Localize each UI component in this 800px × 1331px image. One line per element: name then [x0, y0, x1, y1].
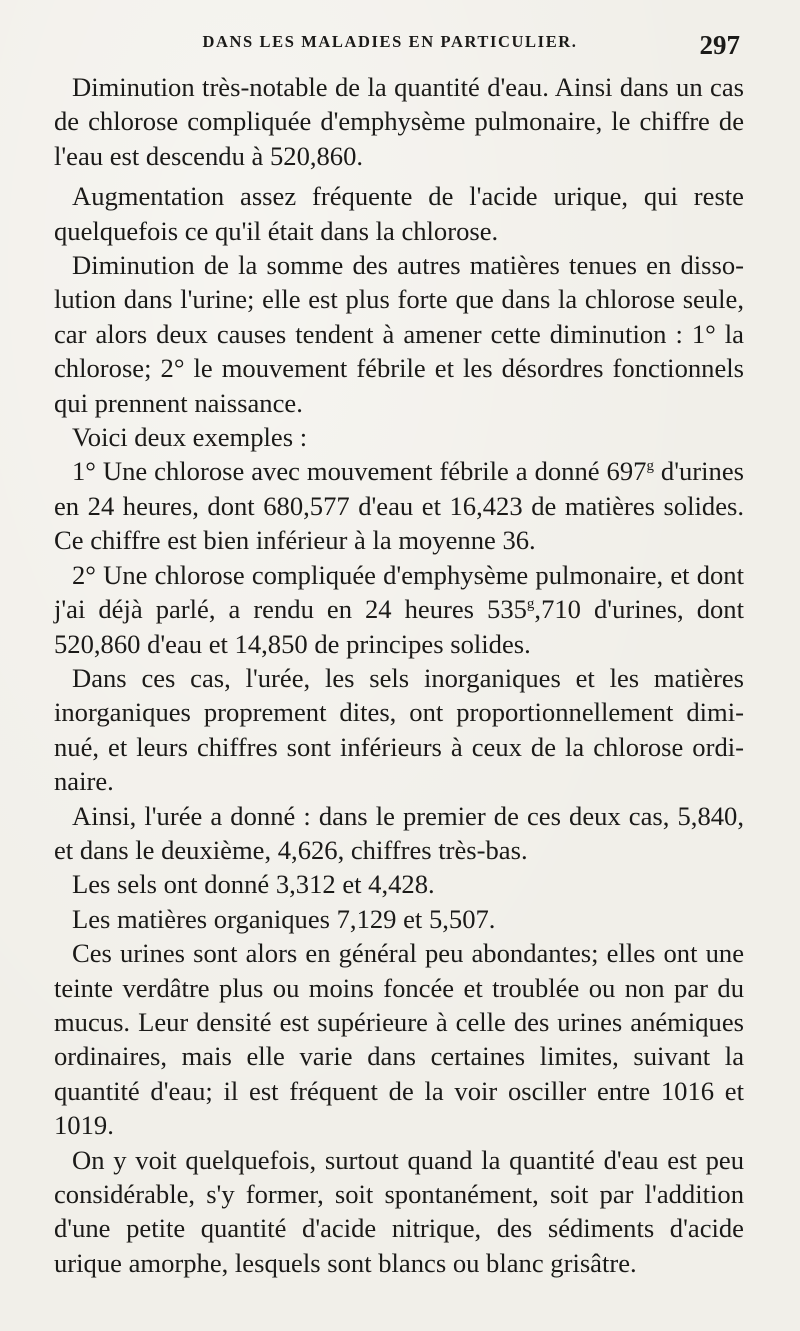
paragraph: Diminution de la somme des autres matières tenues en dissolution dans l'urine; elle est plus forte que dans la chlorose seule, car alors deux causes tendent à amener cette diminution : 1° la chlorose; 2° le mouvement fébrile et les désordres fonctionnels qui prennent naissance. — [54, 250, 744, 418]
paragraph: Les sels ont donné 3,312 et 4,428. — [72, 869, 435, 900]
paragraph: On y voit quelquefois, surtout quand la quantité d'eau est peu considérable, s'y former, soit spontanément, soit par l'addition d'une petite quantité d'acide nitrique, des sédiments d'acide urique amorphe, lesquels sont blancs ou blanc grisâtre. — [54, 1144, 744, 1278]
paragraph-text: 1° Une chlorose avec mouvement fébrile a donné 697 — [72, 456, 647, 487]
paragraph: Voici deux exemples : — [72, 422, 308, 453]
running-title: DANS LES MALADIES EN PARTICULIER. — [202, 32, 578, 51]
paragraph-text: d'urines en 24 heures, dont 680,577 d'eau et 16,423 de matières solides. Ce chiffre est bien inférieur à la moyenne 36. — [54, 456, 745, 556]
paragraph: Les matières organiques 7,129 et 5,507. — [72, 903, 496, 934]
paragraph: Ainsi, l'urée a donné : dans le premier de ces deux cas, 5,840, et dans le deuxième, 4,626, chiffres très-bas. — [54, 800, 744, 865]
gram-superscript: g — [646, 458, 654, 475]
gram-superscript: g — [526, 596, 535, 613]
paragraph — [54, 454, 744, 557]
paragraph: Dans ces cas, l'urée, les sels inorganiques et les matières inorganiques proprement dites, ont proportionnellement diminué, et leurs chiffres sont inférieurs à ceux de la chlorose ordinaire. — [54, 662, 744, 797]
page-body — [54, 70, 744, 1280]
paragraph: Augmentation assez fréquente de l'acide urique, qui reste quelquefois ce qu'il était dans la chlorose. — [54, 181, 744, 246]
paragraph: Diminution très-notable de la quantité d'eau. Ainsi dans un cas de chlorose compliquée d'emphysème pulmonaire, le chiffre de l'eau est descendu à 520,860. — [54, 72, 744, 171]
paragraph-text: 2° Une chlorose compliquée d'emphysème pulmonaire, et dont j'ai déjà parlé, a rendu en 24 heures 535 — [54, 559, 744, 625]
page-number: 297 — [699, 30, 740, 60]
paragraph: Ces urines sont alors en général peu abondantes; elles ont une teinte verdâtre plus ou moins foncée et troublée ou non par du mucus. Leur densité est supérieure à celle des urines anémiques ordinaires, mais elle varie dans certaines limites, suivant la quantité d'eau; il est fréquent de la voir osciller entre 1016 et 1019. — [54, 938, 744, 1141]
paragraph-text: ,710 d'urines, dont 520,860 d'eau et 14,850 de principes solides. — [54, 594, 744, 659]
paragraph — [54, 558, 744, 661]
